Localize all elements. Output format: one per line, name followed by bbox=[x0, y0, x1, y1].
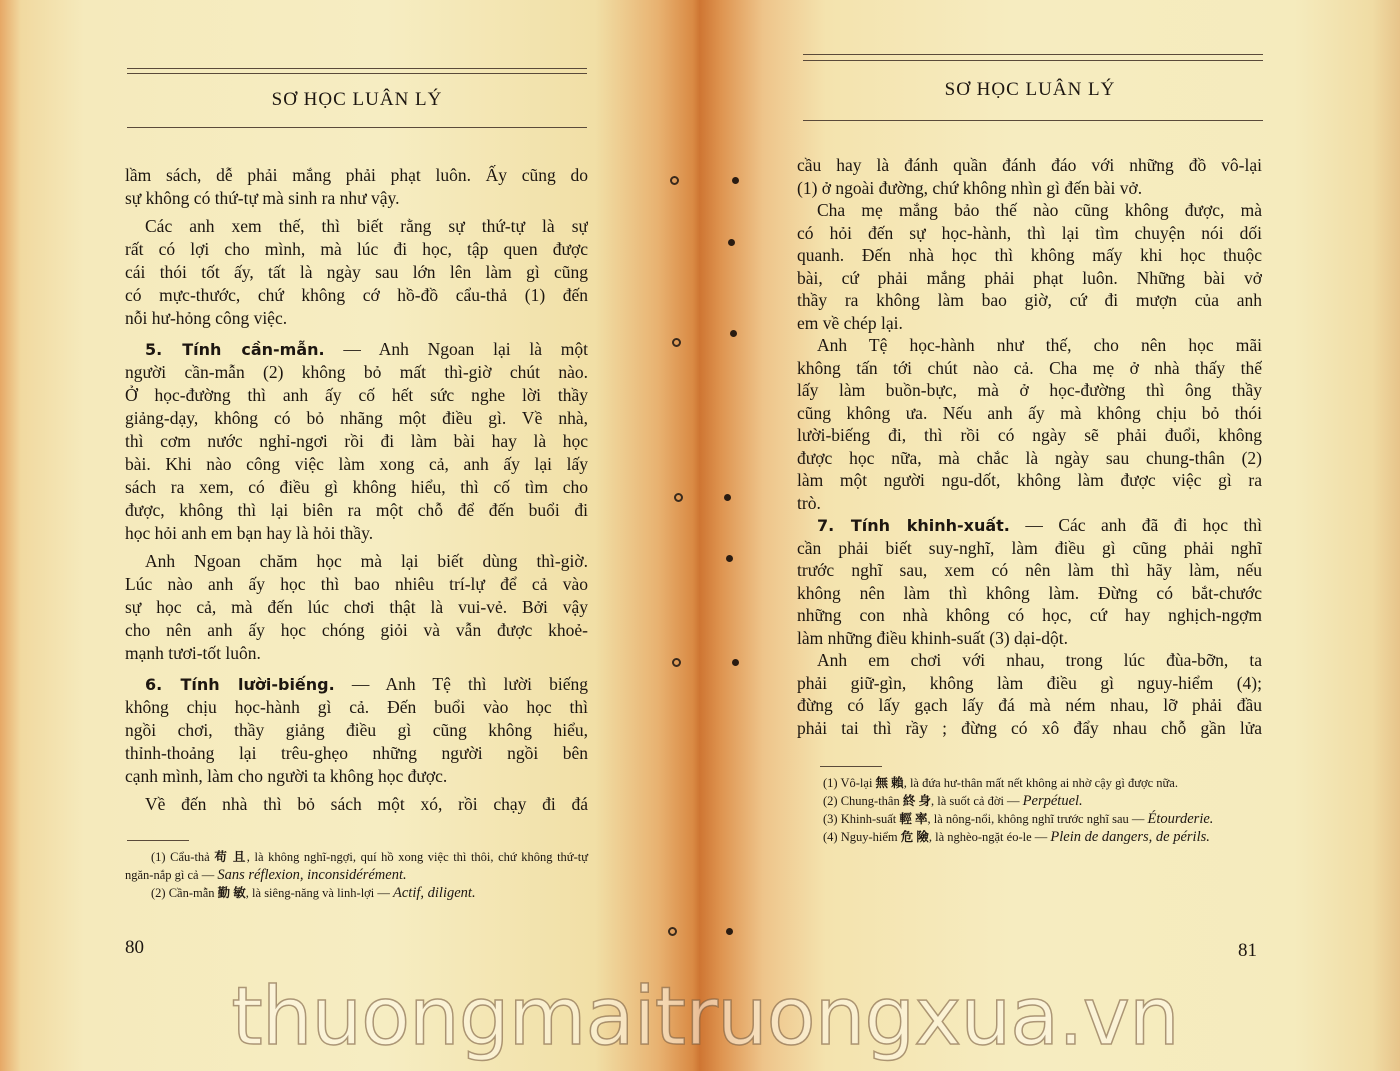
header-rule bbox=[127, 73, 587, 74]
text-line: thỉnh-thoảng lại trêu-ghẹo những người ngồi bên bbox=[125, 743, 588, 763]
text-line: cũng không ưa. Nếu anh ấy mà không chịu bỏ thói bbox=[797, 402, 1262, 423]
binding-hole bbox=[724, 494, 731, 501]
footnote-number: (1) bbox=[151, 850, 166, 864]
binding-hole bbox=[672, 338, 681, 347]
binding-hole bbox=[672, 658, 681, 667]
text-line: cầu hay là đánh quần đánh đáo với những đồ vô-lại bbox=[797, 155, 1262, 175]
footnote-definition: , là suốt cả đời — bbox=[931, 794, 1023, 808]
text-line: có hỏi đến sự học-hành, thì lại tìm chuyện nói dối bbox=[797, 222, 1262, 243]
section-heading: 6. Tính lười-biếng. bbox=[145, 675, 335, 694]
footnote-rule bbox=[127, 840, 189, 841]
footnote-han-characters: 輕 率 bbox=[899, 812, 928, 826]
text-line: cho nên anh ấy học chóng giỏi và vẫn được khoẻ- bbox=[125, 620, 588, 640]
footnote-number: (1) bbox=[823, 776, 838, 790]
text-line: làm một người ngu-dốt, không làm được việc gì ra bbox=[797, 470, 1262, 490]
footnotes bbox=[125, 848, 588, 902]
text-line: bài. Khi nào công việc làm xong cả, anh ấy lại lấy bbox=[125, 454, 588, 474]
header-rule bbox=[803, 60, 1263, 61]
text-line: cạnh mình, làm cho người ta không học được. bbox=[125, 766, 448, 786]
text-line: Các anh xem thế, thì biết rằng sự thứ-tự là sự bbox=[145, 216, 588, 236]
text-line bbox=[125, 338, 588, 361]
binding-hole bbox=[726, 928, 733, 935]
text-line: không nên làm thì không làm. Đừng có bắt-chước bbox=[797, 582, 1262, 603]
footnote-han-characters: 終 身 bbox=[902, 794, 931, 808]
text-line: em về chép lại. bbox=[797, 312, 903, 333]
footnote-french-translation: Étourderie. bbox=[1147, 811, 1214, 827]
header-rule bbox=[803, 54, 1263, 55]
text-line: Về đến nhà thì bỏ sách một xó, rồi chạy đi đá bbox=[145, 794, 588, 814]
footnote bbox=[125, 884, 588, 902]
footnote-han-characters: 危 險 bbox=[900, 830, 929, 844]
footnote bbox=[797, 828, 1262, 846]
line-text: — Anh Ngoan lại là một bbox=[324, 339, 588, 359]
footnote-definition: , là nghèo-ngặt éo-le — bbox=[928, 830, 1051, 844]
binding-hole bbox=[732, 177, 739, 184]
footnote-french-translation: Plein de dangers, de périls. bbox=[1050, 829, 1210, 845]
text-line: người cần-mẫn (2) không bỏ mất thì-giờ chút nào. bbox=[125, 362, 588, 382]
body-text bbox=[797, 154, 1262, 739]
footnote-french-translation: Sans réflexion, inconsidérément. bbox=[217, 867, 407, 883]
text-line bbox=[797, 514, 1262, 537]
text-line: thì cơm nước nghỉ-ngơi rồi đi làm bài hay là học bbox=[125, 431, 588, 451]
text-line: thầy ra không làm bao giờ, cứ đi mượn của anh bbox=[797, 290, 1262, 310]
binding-hole bbox=[726, 555, 733, 562]
text-line: Lúc nào anh ấy học thì bao nhiêu trí-lự để cả vào bbox=[125, 574, 588, 594]
footnote-term: Cẩu-thả bbox=[170, 850, 210, 864]
text-line: sự học cả, mà đến lúc chơi thật là vui-vẻ. Bởi vậy bbox=[125, 597, 588, 617]
watermark: thuongmaitruongxua.vn bbox=[231, 970, 1179, 1063]
footnote-number: (2) bbox=[151, 886, 166, 900]
binding-hole bbox=[674, 493, 683, 502]
binding-hole bbox=[670, 176, 679, 185]
text-line: không chịu học-hành gì cả. Đến buổi vào học thì bbox=[125, 697, 588, 717]
text-line: Anh Ngoan chăm học mà lại biết dùng thì-giờ. bbox=[145, 551, 588, 571]
footnote bbox=[797, 774, 1262, 792]
footnote-han-characters: 勤 敏 bbox=[217, 886, 246, 900]
binding-hole bbox=[732, 659, 739, 666]
text-line: nỗi hư-hỏng công việc. bbox=[125, 308, 288, 328]
page-number: 80 bbox=[125, 937, 144, 958]
text-line: trò. bbox=[797, 492, 821, 513]
text-line: cái thói tốt ấy, tất là ngày sau lớn lên làm gì cũng bbox=[125, 262, 588, 282]
right-page bbox=[700, 0, 1400, 1071]
footnote-french-translation: Actif, diligent. bbox=[393, 885, 476, 901]
text-line: bài, cứ phải mắng phải phạt luôn. Những bài vở bbox=[797, 267, 1262, 288]
text-line: lười-biếng đi, thì rồi có ngày sẽ phải đuổi, không bbox=[797, 425, 1262, 445]
footnote-definition: , là nông-nổi, không nghĩ trước nghĩ sau — bbox=[927, 812, 1148, 826]
text-line: cần phải biết suy-nghĩ, làm điều gì cũng phải nghĩ bbox=[797, 537, 1262, 558]
text-line: giảng-dạy, không có bỏ nhãng một điều gì. Về nhà, bbox=[125, 408, 588, 428]
section-heading: 7. Tính khinh-xuất. bbox=[817, 516, 1010, 535]
text-line: sự không có thứ-tự mà sinh ra như vậy. bbox=[125, 188, 400, 208]
footnote-term: Chung-thân bbox=[840, 794, 900, 808]
footnote bbox=[797, 810, 1262, 828]
text-line: làm những điều khinh-suất (3) dại-dột. bbox=[797, 627, 1068, 648]
footnote-definition: , là đứa hư-thân mất nết không ai nhờ cậy gì được nữa. bbox=[903, 776, 1178, 790]
text-line: không tấn tới chút nào cả. Cha mẹ ở nhà thấy thế bbox=[797, 357, 1262, 378]
footnote-number: (3) bbox=[823, 812, 838, 826]
text-line: sách ra xem, có điều gì không hiểu, thì cố tìm cho bbox=[125, 477, 588, 497]
footnote-term: Khinh-suất bbox=[840, 812, 897, 826]
text-line: rất có lợi cho mình, mà lúc đi học, tập quen được bbox=[125, 239, 588, 259]
text-line: Ở học-đường thì anh ấy cố hết sức nghe lời thầy bbox=[125, 385, 588, 405]
running-title: SƠ HỌC LUÂN LÝ bbox=[271, 89, 443, 110]
footnote-definition: , là siêng-năng và linh-lợi — bbox=[245, 886, 394, 900]
footnote bbox=[797, 792, 1262, 810]
text-line: có mực-thước, chứ không cớ hồ-đồ cẩu-thả (1) đến bbox=[125, 285, 588, 305]
footnote-han-characters: 苟 且 bbox=[214, 850, 247, 864]
text-line: (1) ở ngoài đường, chứ không nhìn gì đến bài vở. bbox=[797, 177, 1143, 198]
footnote-number: (4) bbox=[823, 830, 838, 844]
footnote-term: Nguy-hiểm bbox=[840, 830, 898, 844]
text-line: được, không thì lại biên ra một chỗ để đến buổi đi bbox=[125, 500, 588, 520]
footnote-number: (2) bbox=[823, 794, 838, 808]
text-line: ngồi chơi, thầy giảng điều gì cũng không hiểu, bbox=[125, 720, 588, 740]
text-line: Anh em chơi với nhau, trong lúc đùa-bỡn, ta bbox=[817, 650, 1262, 670]
text-line: lấy làm buồn-bực, mà ở học-đường thì ông thầy bbox=[797, 380, 1262, 400]
footnote-term: Vô-lại bbox=[840, 776, 873, 790]
text-line: phải giữ-gìn, không làm điều gì nguy-hiểm (4); bbox=[797, 672, 1262, 693]
footnote-definition: , là không nghĩ-ngợi, quí hồ xong việc thì thôi, chứ không thứ-tự ngăn-nắp gì cả — bbox=[125, 850, 588, 882]
text-line: được học nữa, mà chắc là ngày sau chung-thân (2) bbox=[797, 447, 1262, 468]
text-line: lầm sách, dễ phải mắng phải phạt luôn. Ấy cũng do bbox=[125, 165, 588, 185]
page-number: 81 bbox=[1238, 940, 1257, 961]
header-rule bbox=[127, 127, 587, 128]
text-line: đừng có lấy gạch lấy đá mà ném nhau, lỡ phải đầu bbox=[797, 695, 1262, 715]
body-text bbox=[125, 164, 588, 816]
footnote bbox=[125, 848, 588, 884]
text-line: quanh. Đến nhà học thì không mấy khi học thuộc bbox=[797, 245, 1262, 265]
text-line: Anh Tệ học-hành như thế, cho nên học mãi bbox=[817, 335, 1262, 355]
text-line: trước nghĩ sau, xem có nên làm thì hãy làm, nếu bbox=[797, 560, 1262, 580]
text-line: mạnh tươi-tốt luôn. bbox=[125, 643, 261, 663]
footnote-term: Cần-mẫn bbox=[168, 886, 215, 900]
section-heading: 5. Tính cần-mẫn. bbox=[145, 340, 325, 359]
running-title: SƠ HỌC LUÂN LÝ bbox=[944, 79, 1116, 100]
header-rule bbox=[127, 68, 587, 69]
binding-hole bbox=[728, 239, 735, 246]
footnote-french-translation: Perpétuel. bbox=[1022, 793, 1083, 809]
text-line: học hỏi anh em bạn hay là hỏi thầy. bbox=[125, 523, 374, 543]
text-line bbox=[125, 673, 588, 696]
line-text: — Anh Tệ thì lười biếng bbox=[334, 674, 588, 694]
text-line: Cha mẹ mắng bảo thế nào cũng không được, mà bbox=[817, 200, 1262, 220]
binding-hole bbox=[730, 330, 737, 337]
footnote-rule bbox=[820, 766, 882, 767]
line-text: — Các anh đã đi học thì bbox=[1009, 515, 1262, 535]
footnotes bbox=[797, 774, 1262, 846]
text-line: những con nhà không có học, cứ hay nghịch-ngợm bbox=[797, 605, 1262, 625]
header-rule bbox=[803, 120, 1263, 121]
footnote-han-characters: 無 賴 bbox=[875, 776, 904, 790]
binding-hole bbox=[668, 927, 677, 936]
text-line: phải tai thì rầy ; đừng có xô đẩy nhau chỗ gần lửa bbox=[797, 717, 1262, 738]
